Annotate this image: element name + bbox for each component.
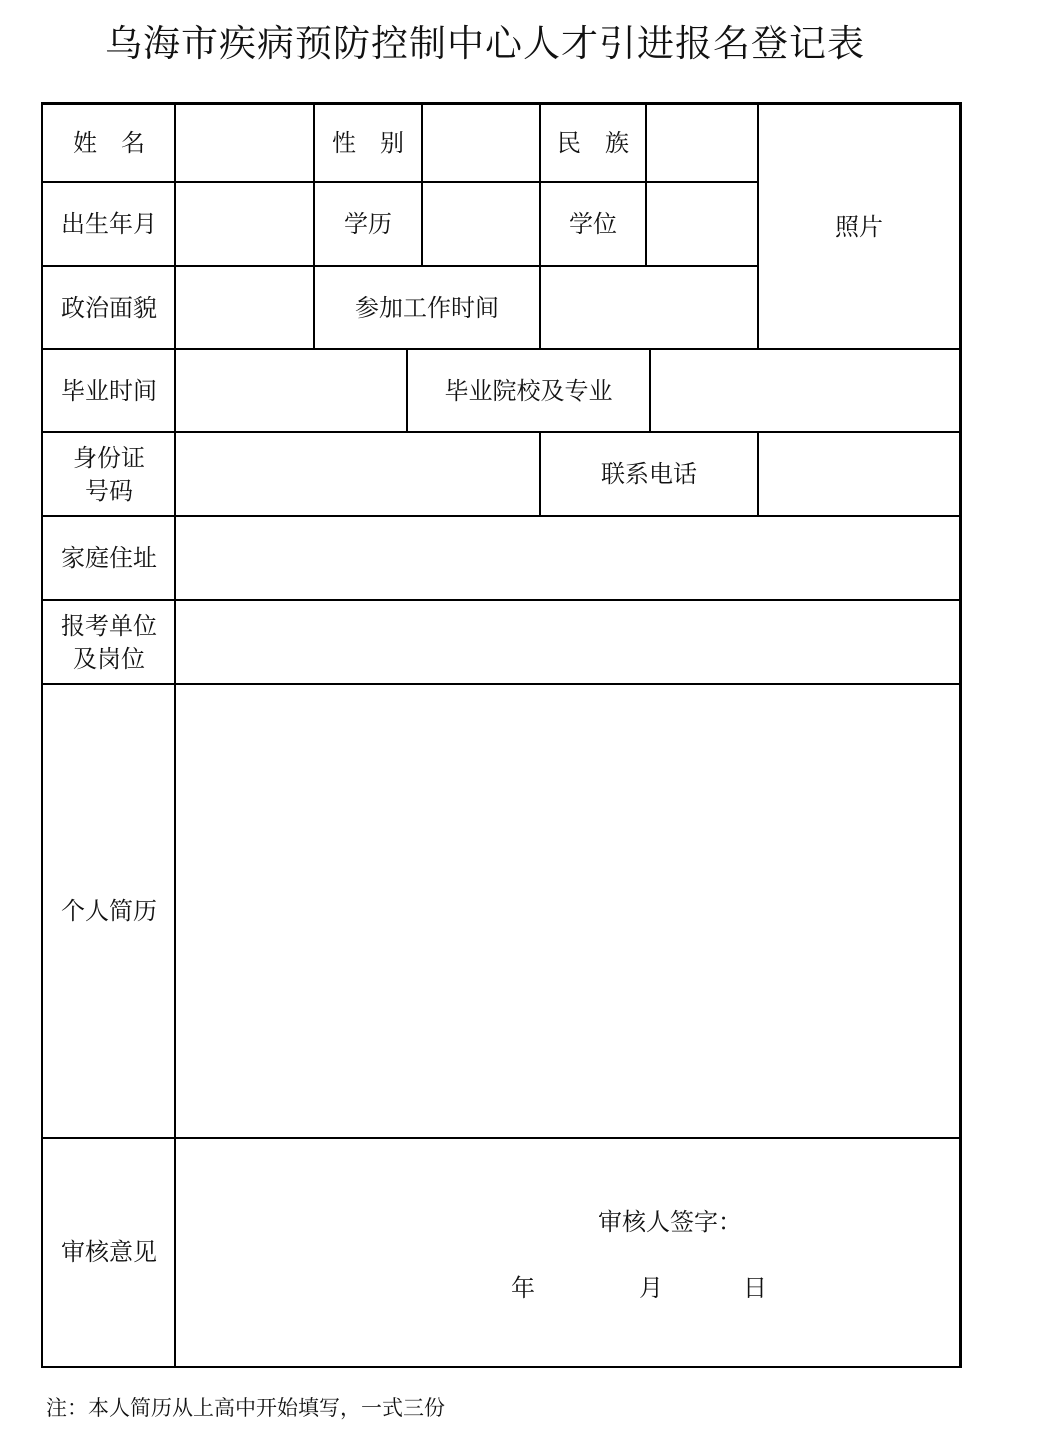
graduation-time-field[interactable] bbox=[176, 350, 406, 432]
political-status-field[interactable] bbox=[176, 267, 313, 349]
address-label: 家庭住址 bbox=[61, 544, 157, 572]
work-start-field[interactable] bbox=[541, 267, 757, 349]
name-label: 姓 名 bbox=[73, 129, 145, 157]
gender-field[interactable] bbox=[423, 105, 539, 182]
name-field[interactable] bbox=[176, 105, 313, 182]
position-field[interactable] bbox=[176, 601, 959, 684]
form-title: 乌海市疾病预防控制中心人才引进报名登记表 bbox=[105, 22, 865, 65]
school-major-label: 毕业院校及专业 bbox=[444, 376, 613, 405]
degree-label: 学位 bbox=[569, 210, 617, 238]
gender-label: 性 别 bbox=[332, 129, 404, 157]
resume-field[interactable] bbox=[176, 685, 959, 1138]
resume-label: 个人简历 bbox=[61, 897, 157, 925]
year-label: 年 bbox=[511, 1274, 535, 1302]
review-field[interactable] bbox=[176, 1139, 959, 1366]
phone-label: 联系电话 bbox=[601, 460, 697, 488]
political-status-label: 政治面貌 bbox=[61, 293, 157, 322]
ethnicity-field[interactable] bbox=[647, 105, 757, 182]
degree-field[interactable] bbox=[647, 183, 757, 266]
education-field[interactable] bbox=[423, 183, 539, 266]
phone-field[interactable] bbox=[759, 433, 959, 516]
id-number-field[interactable] bbox=[176, 433, 539, 516]
education-label: 学历 bbox=[344, 210, 392, 238]
school-major-field[interactable] bbox=[651, 350, 959, 432]
address-field[interactable] bbox=[176, 517, 959, 600]
graduation-time-label: 毕业时间 bbox=[61, 376, 157, 405]
birth-date-field[interactable] bbox=[176, 183, 313, 266]
day-label: 日 bbox=[743, 1274, 767, 1302]
id-number-label: 身份证 号码 bbox=[73, 443, 145, 505]
birth-date-label: 出生年月 bbox=[61, 210, 157, 238]
position-label: 报考单位 及岗位 bbox=[61, 611, 157, 673]
footnote: 注：本人简历从上高中开始填写，一式三份 bbox=[46, 1396, 445, 1420]
work-start-label: 参加工作时间 bbox=[355, 293, 499, 322]
photo-box[interactable]: 照片 bbox=[835, 212, 883, 241]
month-label: 月 bbox=[639, 1274, 663, 1302]
ethnicity-label: 民 族 bbox=[557, 129, 629, 157]
reviewer-signature-label: 审核人签字： bbox=[598, 1208, 742, 1236]
review-label: 审核意见 bbox=[61, 1238, 157, 1266]
